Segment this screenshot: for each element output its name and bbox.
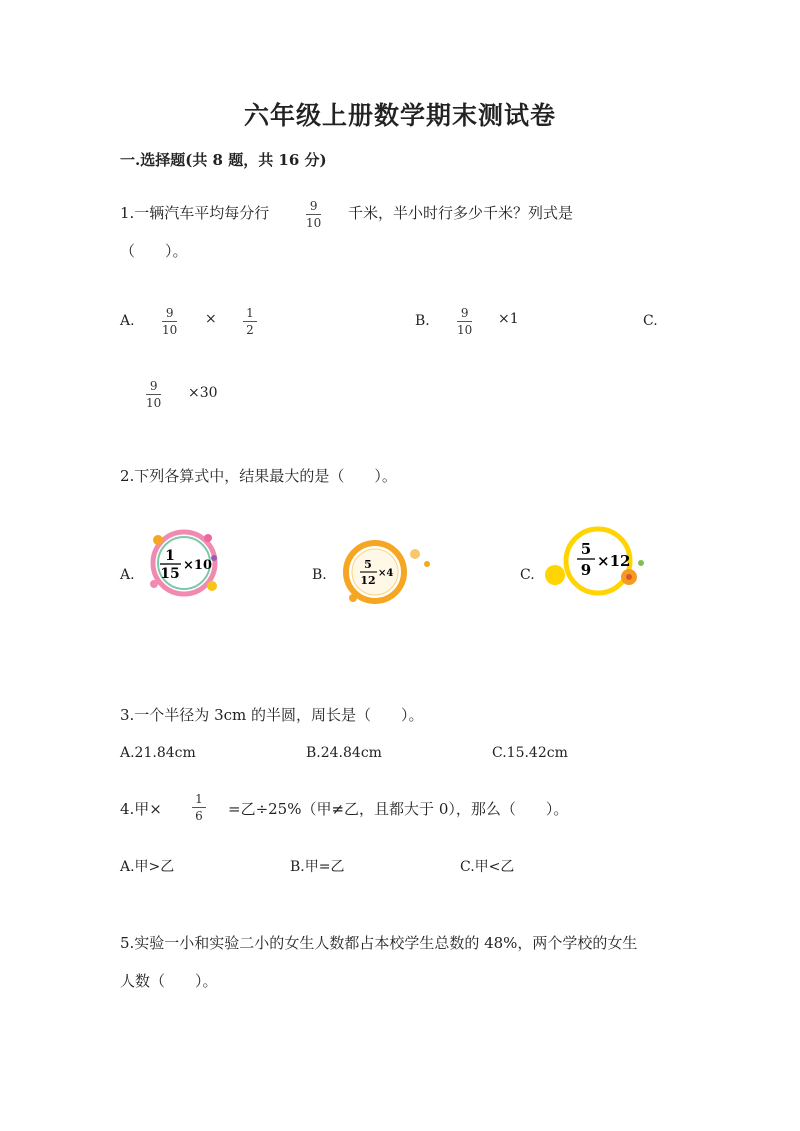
q4-text-pre: 4.甲× — [120, 800, 162, 818]
q1-text-line2: （ ）。 — [120, 242, 188, 260]
fraction-numerator: 9 — [309, 199, 318, 213]
leaf-icon — [638, 560, 644, 566]
q2-c-denominator: 9 — [580, 561, 592, 579]
q5-text-line2: 人数（ ）。 — [120, 972, 218, 990]
q4-option-a[interactable]: A.甲>乙 — [120, 859, 175, 875]
q1-option-b-rest: ×1 — [498, 311, 519, 327]
q1-option-b-label[interactable]: B. — [415, 313, 430, 329]
q4-option-c[interactable]: C.甲<乙 — [460, 859, 515, 875]
q4-text-post: =乙÷25%（甲≠乙，且都大于 0），那么（ ）。 — [228, 800, 569, 818]
q1-option-a-label[interactable]: A. — [120, 313, 135, 329]
flower-icon — [204, 534, 212, 542]
q3-text: 3.一个半径为 3cm 的半圆，周长是（ ）。 — [120, 706, 424, 724]
q1-option-a-operator: × — [205, 311, 217, 327]
q2-a-denominator: 15 — [160, 566, 180, 582]
q2-a-numerator: 1 — [165, 548, 175, 564]
flower-icon — [153, 535, 163, 545]
flower-icon — [207, 581, 217, 591]
q3-option-b[interactable]: B.24.84cm — [306, 745, 382, 761]
q1-option-a-fraction-2: 1 2 — [243, 306, 257, 337]
q4-option-b[interactable]: B.甲=乙 — [290, 859, 345, 875]
q2-c-numerator: 5 — [580, 540, 592, 558]
q2-option-b-badge[interactable] — [333, 538, 437, 606]
q2-option-b-label[interactable]: B. — [312, 567, 327, 583]
section-heading: 一.选择题(共 8 题，共 16 分) — [120, 151, 327, 169]
q2-a-rest: ×10 — [183, 558, 212, 573]
q2-c-rest: ×12 — [597, 552, 631, 570]
q2-text: 2.下列各算式中，结果最大的是（ ）。 — [120, 467, 397, 485]
fraction-denominator: 10 — [306, 216, 322, 230]
flower-icon — [150, 580, 158, 588]
q1-option-c-rest: ×30 — [188, 385, 218, 401]
q2-option-a-label[interactable]: A. — [120, 567, 135, 583]
flower-icon — [410, 549, 420, 559]
q2-option-a-badge[interactable] — [146, 528, 222, 598]
q2-b-numerator: 5 — [364, 558, 372, 571]
q2-b-rest: ×4 — [378, 568, 394, 579]
page-title: 六年级上册数学期末测试卷 — [243, 101, 556, 130]
q1-option-a-fraction-1: 9 10 — [162, 306, 178, 337]
q1-text-pre: 1.一辆汽车平均每分行 — [120, 204, 270, 222]
q1-option-c-label[interactable]: C. — [643, 313, 658, 329]
q1-text-post: 千米，半小时行多少千米？列式是 — [348, 204, 574, 222]
q2-b-denominator: 12 — [360, 574, 376, 587]
q1-fraction — [306, 199, 321, 230]
q3-option-c[interactable]: C.15.42cm — [492, 745, 568, 761]
sun-icon — [545, 565, 565, 585]
flower-icon — [349, 594, 357, 602]
q1-option-c-fraction: 9 10 — [146, 379, 162, 410]
q2-option-c-label[interactable]: C. — [520, 567, 535, 583]
q2-option-c-badge[interactable] — [544, 525, 652, 599]
q4-fraction: 1 6 — [192, 792, 206, 823]
q1-option-b-fraction: 9 10 — [457, 306, 473, 337]
q3-option-a[interactable]: A.21.84cm — [120, 745, 196, 761]
q5-text-line1: 5.实验一小和实验二小的女生人数都占本校学生总数的 48%，两个学校的女生 — [120, 934, 638, 952]
flower-icon — [424, 561, 430, 567]
